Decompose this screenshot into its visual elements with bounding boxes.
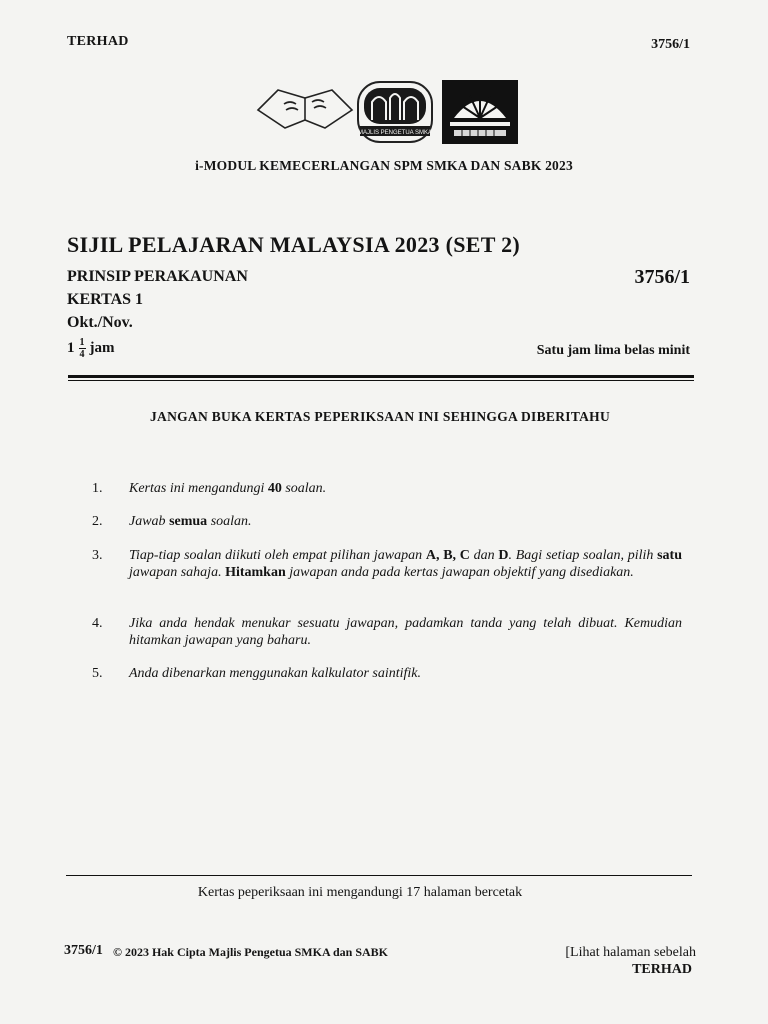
header-rule <box>68 375 694 378</box>
warning-notice: JANGAN BUKA KERTAS PEPERIKSAAN INI SEHINGGA DIBERITAHU <box>149 409 611 424</box>
footer-code: 3756/1 <box>64 943 103 958</box>
page-count-note: Kertas peperiksaan ini mengandungi 17 halaman bercetak <box>197 885 523 900</box>
paper-code-header: 3756/1 <box>651 37 690 52</box>
duration-whole: 1 <box>67 340 75 356</box>
footer-classification: TERHAD <box>632 962 692 977</box>
majlis-pengetua-logo <box>358 82 432 142</box>
instruction-5: 5. Anda dibenarkan menggunakan kalkulator saintifik. <box>92 666 422 681</box>
duration-denominator: 4 <box>79 349 85 360</box>
sabk-logo <box>442 80 518 144</box>
instruction-4: 4. Jika anda hendak menukar sesuatu jawapan, padamkan tanda yang telah dibuat. Kemudian hitamkan jawapan yang baharu. <box>92 616 682 648</box>
header-rule-thin <box>68 380 694 381</box>
duration-fraction <box>79 338 86 359</box>
footer-copyright: © 2023 Hak Cipta Majlis Pengetua SMKA dan SABK <box>113 945 388 959</box>
footer-rule <box>66 875 692 876</box>
instruction-1: 1. Kertas ini mengandungi 40 soalan. <box>92 481 327 496</box>
open-book-logo <box>258 78 352 128</box>
exam-session: Okt./Nov. <box>67 314 133 331</box>
logo-strip <box>250 78 520 148</box>
next-page-note: [Lihat halaman sebelah <box>565 945 696 960</box>
exam-code: 3756/1 <box>634 266 690 288</box>
instruction-2: 2. Jawab semua soalan. <box>92 514 252 529</box>
instruction-3: 3. Tiap-tiap soalan diikuti oleh empat pilihan jawapan A, B, C dan D. Bagi setiap soalan, pilih satu jawapan sahaja. Hitamkan jawapan anda pada kertas jawapan objektif yang disediakan. <box>92 548 683 580</box>
exam-duration <box>67 338 115 359</box>
duration-unit: jam <box>89 340 115 356</box>
duration-numerator: 1 <box>79 337 85 348</box>
logos-graphic <box>250 78 520 148</box>
svg-text:MAJLIS PENGETUA SMKA: MAJLIS PENGETUA SMKA <box>357 130 433 136</box>
duration-words: Satu jam lima belas minit <box>536 343 690 358</box>
exam-title: SIJIL PELAJARAN MALAYSIA 2023 (SET 2) <box>67 232 521 257</box>
classification-label: TERHAD <box>67 34 129 49</box>
exam-paper: KERTAS 1 <box>67 291 144 308</box>
exam-subject: PRINSIP PERAKAUNAN <box>67 268 248 285</box>
module-title: i-MODUL KEMECERLANGAN SPM SMKA DAN SABK 2023 <box>195 158 573 173</box>
